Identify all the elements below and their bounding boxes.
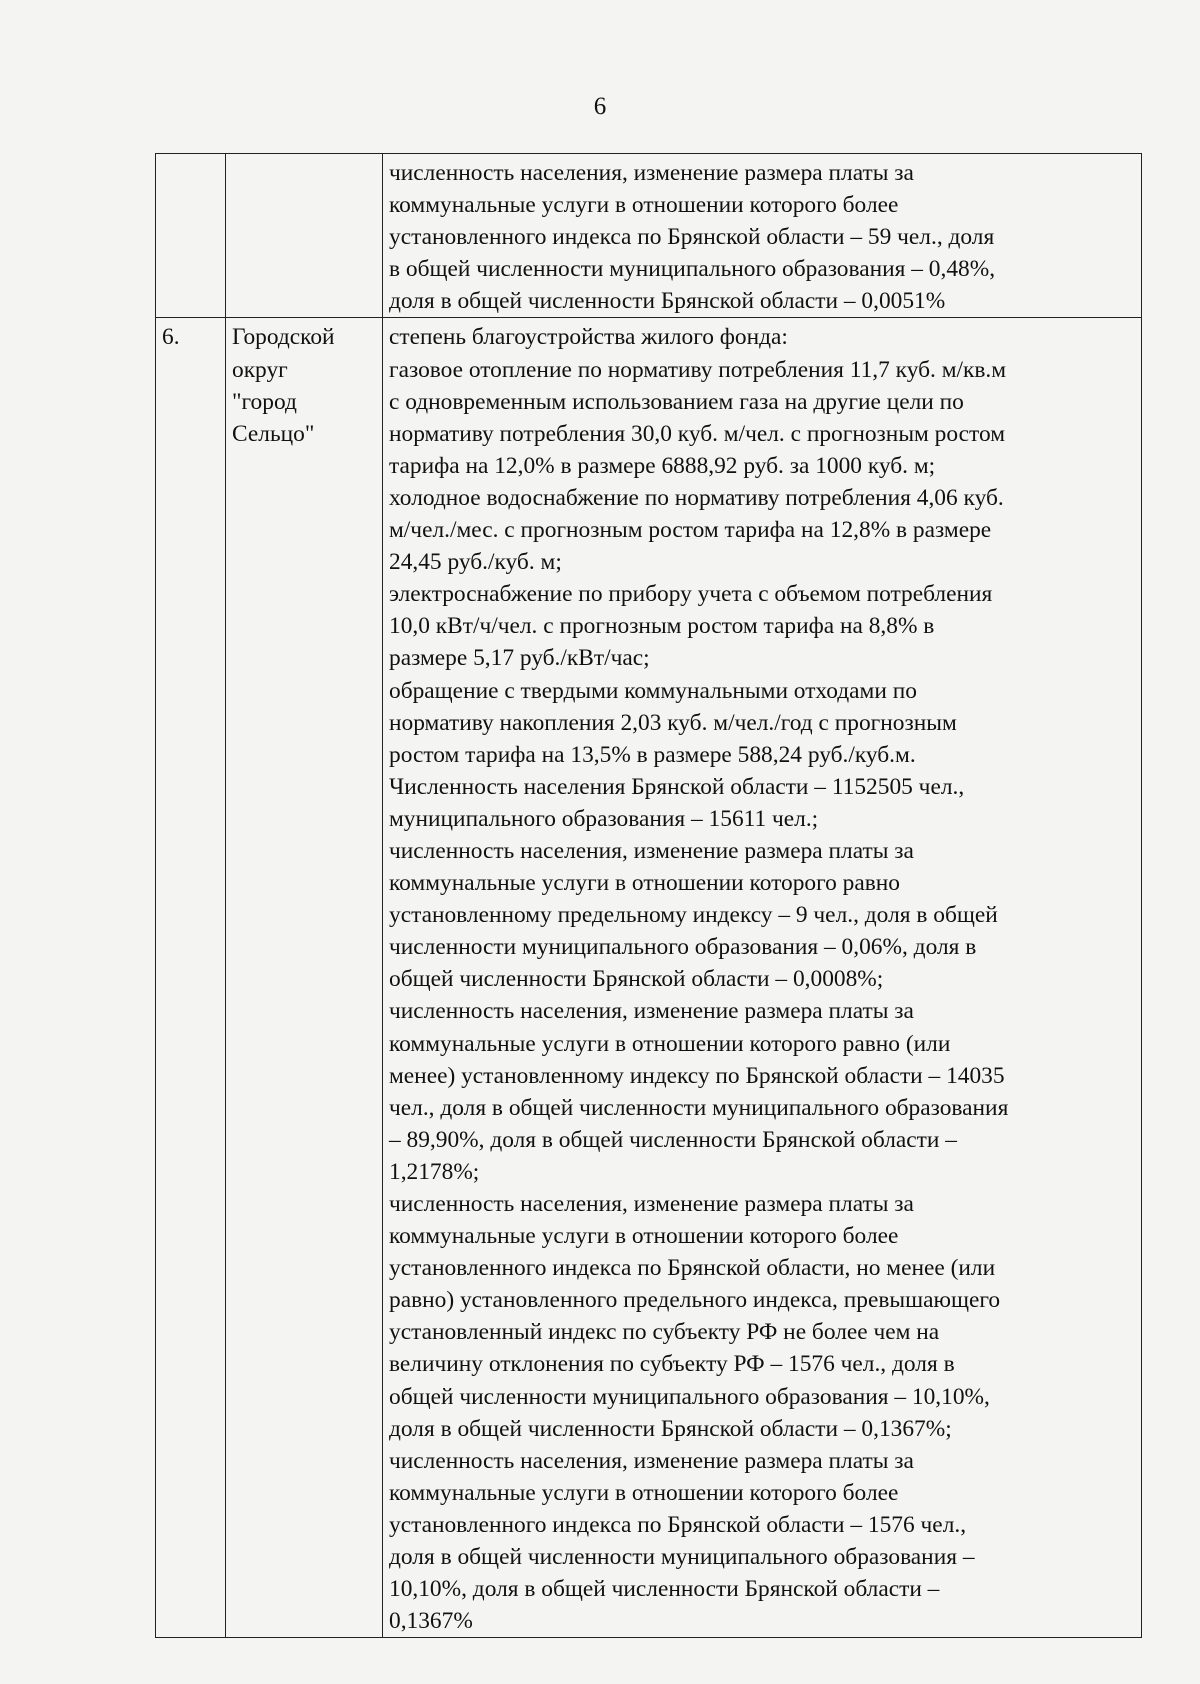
row-number-cell [156, 154, 226, 318]
description-line: доля в общей численности муниципального образования – [389, 1544, 975, 1571]
page-number: 6 [593, 93, 607, 120]
description-line: установленного индекса по Брянской области – 1576 чел., [389, 1511, 967, 1538]
description-cell [383, 318, 1142, 1638]
municipality-name-cell [226, 318, 383, 1638]
description-line: коммунальные услуги в отношении которого равно [389, 870, 900, 897]
description-line: 10,10%, доля в общей численности Брянской области – [389, 1576, 940, 1603]
description-line: тарифа на 12,0% в размере 6888,92 руб. за 1000 куб. м; [389, 452, 936, 479]
description-line: численность населения, изменение размера платы за [389, 1447, 914, 1474]
description-line: 0,1367% [389, 1608, 473, 1635]
description-line: степень благоустройства жилого фонда: [389, 324, 788, 351]
description-line: установленного индекса по Брянской области – 59 чел., доля [389, 224, 995, 251]
description-line: размере 5,17 руб./кВт/час; [389, 645, 650, 672]
description-line: установленного индекса по Брянской области, но менее (или [389, 1255, 996, 1282]
row-number: 6. [162, 324, 180, 351]
table-row [156, 154, 1142, 318]
description-line: коммунальные услуги в отношении которого более [389, 1223, 899, 1250]
description-line: численность населения, изменение размера платы за [389, 998, 914, 1025]
municipality-name-line: Городской [232, 324, 335, 351]
table-row [156, 318, 1142, 1638]
row-number-cell [156, 318, 226, 1638]
description-line: с одновременным использованием газа на другие цели по [389, 388, 964, 415]
description-line: обращение с твердыми коммунальными отходами по [389, 677, 917, 704]
description-line: 24,45 руб./куб. м; [389, 549, 562, 576]
description-line: холодное водоснабжение по нормативу потребления 4,06 куб. [389, 484, 1004, 511]
description-line: доля в общей численности Брянской области – 0,0051% [389, 288, 946, 315]
description-cell [383, 154, 1142, 318]
description-line: общей численности Брянской области – 0,0008%; [389, 966, 884, 993]
municipality-name-line: "город [232, 388, 297, 415]
description-line: коммунальные услуги в отношении которого более [389, 1479, 899, 1506]
description-line: численность населения, изменение размера платы за [389, 160, 914, 186]
municipal-data-table [155, 153, 1142, 1638]
description-line: установленный индекс по субъекту РФ не более чем на [389, 1319, 940, 1346]
municipality-name-line: Сельцо" [232, 420, 315, 447]
description-line: 1,2178%; [389, 1158, 480, 1185]
description-line: общей численности муниципального образования – 10,10%, [389, 1383, 990, 1410]
description-line: в общей численности муниципального образования – 0,48%, [389, 256, 996, 283]
description-line: чел., доля в общей численности муниципального образования [389, 1094, 1009, 1121]
table-body [156, 154, 1142, 1638]
description-line: менее) установленному индексу по Брянской области – 14035 [389, 1062, 1005, 1089]
description-line: нормативу накопления 2,03 куб. м/чел./год с прогнозным [389, 709, 957, 736]
description-line: численность населения, изменение размера платы за [389, 1191, 914, 1217]
description-line: 10,0 кВт/ч/чел. с прогнозным ростом тарифа на 8,8% в [389, 613, 935, 640]
description-line: – 89,90%, доля в общей численности Брянской области – [389, 1126, 957, 1153]
description-line: равно) установленного предельного индекса, превышающего [389, 1287, 1001, 1314]
description-line: коммунальные услуги в отношении которого равно (или [389, 1030, 951, 1057]
description-line: численность населения, изменение размера платы за [389, 837, 914, 864]
description-line: ростом тарифа на 13,5% в размере 588,24 руб./куб.м. [389, 741, 916, 768]
description-line: муниципального образования – 15611 чел.; [389, 805, 819, 832]
description-line: коммунальные услуги в отношении которого более [389, 192, 899, 219]
description-line: м/чел./мес. с прогнозным ростом тарифа на 12,8% в размере [389, 517, 992, 544]
description-line: установленному предельному индексу – 9 чел., доля в общей [389, 902, 998, 929]
description-line: электроснабжение по прибору учета с объемом потребления [389, 581, 993, 608]
description-line: Численность населения Брянской области – 1152505 чел., [389, 773, 965, 800]
description-line: нормативу потребления 30,0 куб. м/чел. с прогнозным ростом [389, 420, 1006, 447]
description-line: газовое отопление по нормативу потребления 11,7 куб. м/кв.м [389, 356, 1007, 383]
description-line: численности муниципального образования – 0,06%, доля в [389, 934, 977, 961]
description-line: величину отклонения по субъекту РФ – 1576 чел., доля в [389, 1351, 955, 1378]
description-line: доля в общей численности Брянской области – 0,1367%; [389, 1415, 952, 1442]
municipality-name-cell [226, 154, 383, 318]
municipality-name-line: округ [232, 356, 288, 383]
